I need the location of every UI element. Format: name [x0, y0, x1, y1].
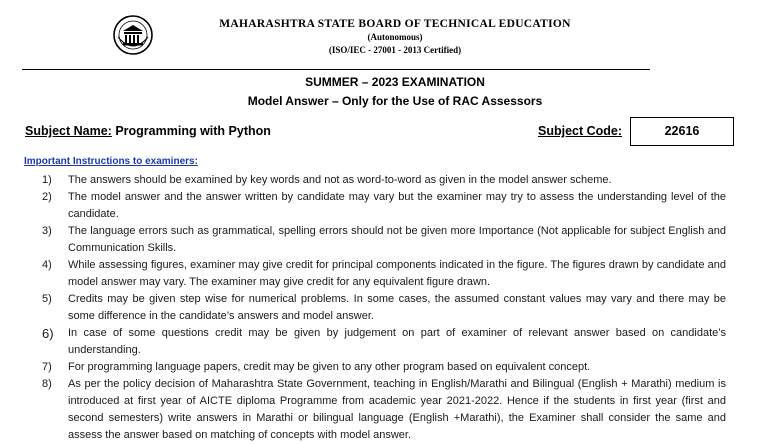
- subject-name-value: Programming with Python: [115, 124, 271, 138]
- list-item: 1) The answers should be examined by key words and not as word-to-word as given in the model answer scheme.: [42, 174, 612, 186]
- list-item: 5) Credits may be given step wise for numerical problems. In some cases, the assumed constant values may vary and there may be some difference in the candidate’s answers and model answer.: [42, 293, 726, 322]
- exam-title-block: [150, 73, 640, 111]
- list-item: 7) For programming language papers, credit may be given to any other program based on equivalent concept.: [42, 361, 591, 373]
- board-header: [190, 18, 600, 57]
- list-item: 4) While assessing figures, examiner may give credit for principal components indicated in the figure. The figures drawn by candidate and model answer may vary. The examiner may give credit for any equivalent figure drawn.: [42, 259, 726, 288]
- exam-title: SUMMER – 2023 EXAMINATION: [305, 75, 485, 89]
- list-item: 6) In case of some questions credit may be given by judgement on part of examiner of relevant answer based on candidate’s understanding.: [42, 326, 726, 356]
- subject-name-label: Subject Name:: [25, 124, 112, 138]
- subject-code-label: Subject Code:: [538, 124, 623, 138]
- msbte-emblem-icon: [112, 14, 154, 56]
- autonomous-label: (Autonomous): [367, 32, 423, 42]
- exam-subtitle: Model Answer – Only for the Use of RAC Assessors: [247, 94, 543, 108]
- subject-code-box: 22616: [630, 117, 734, 146]
- instructions-heading: Important Instructions to examiners:: [24, 156, 198, 167]
- board-name: MAHARASHTRA STATE BOARD OF TECHNICAL EDUCATION: [219, 18, 571, 30]
- header-divider: [22, 69, 650, 70]
- subject-name: [25, 124, 271, 138]
- list-item: 3) The language errors such as grammatical, spelling errors should not be given more Importance (Not applicable for subject English and Communication Skills.: [42, 225, 726, 254]
- list-item: 8) As per the policy decision of Maharashtra State Government, teaching in English/Marathi and Bilingual (English + Marathi) medium is introduced at first year of AICTE diploma Programme from academic year 2021-2022. Hence if the students in first year (first and second semesters) write answers in Marathi or bilingual language (English +Marathi), the Examiner shall consider the same and assess the answer based on matching of concepts with model answer.: [42, 378, 726, 441]
- certification-label: (ISO/IEC - 27001 - 2013 Certified): [328, 45, 462, 55]
- list-item: 2) The model answer and the answer written by candidate may vary but the examiner may try to assess the understanding level of the candidate.: [42, 191, 726, 220]
- instructions-list: [36, 172, 726, 444]
